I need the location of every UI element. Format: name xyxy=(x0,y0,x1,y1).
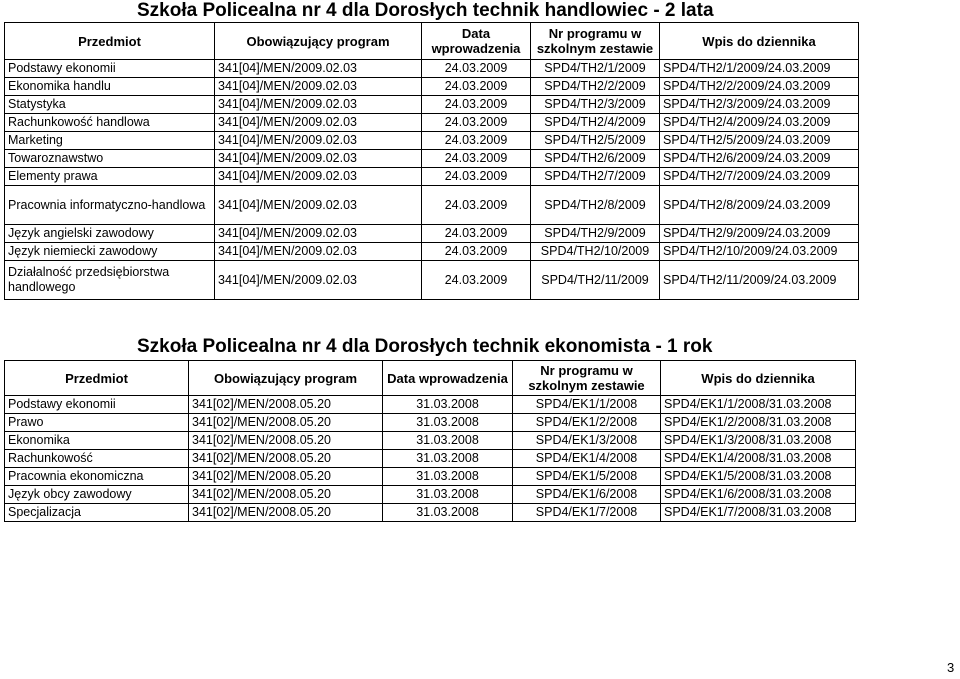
table-row xyxy=(5,78,859,96)
cell-nr-programu: SPD4/EK1/5/2008 xyxy=(513,468,661,486)
header-przedmiot: Przedmiot xyxy=(5,361,189,396)
cell-program: 341[04]/MEN/2009.02.03 xyxy=(215,96,422,114)
table-row xyxy=(5,186,859,225)
cell-program: 341[04]/MEN/2009.02.03 xyxy=(215,168,422,186)
cell-nr-programu: SPD4/EK1/2/2008 xyxy=(513,414,661,432)
cell-data: 24.03.2009 xyxy=(422,96,531,114)
cell-nr-programu: SPD4/TH2/11/2009 xyxy=(531,261,660,300)
cell-nr-programu: SPD4/EK1/6/2008 xyxy=(513,486,661,504)
table-row xyxy=(5,504,856,522)
cell-przedmiot: Język obcy zawodowy xyxy=(5,486,189,504)
cell-wpis: SPD4/TH2/5/2009/24.03.2009 xyxy=(660,132,859,150)
cell-data: 24.03.2009 xyxy=(422,168,531,186)
cell-przedmiot: Działalność przedsiębiorstwa handlowego xyxy=(5,261,215,300)
cell-program: 341[04]/MEN/2009.02.03 xyxy=(215,261,422,300)
cell-przedmiot: Podstawy ekonomii xyxy=(5,396,189,414)
table2-body xyxy=(5,396,856,522)
header-data: Data wprowadzenia xyxy=(383,361,513,396)
cell-wpis: SPD4/TH2/7/2009/24.03.2009 xyxy=(660,168,859,186)
cell-wpis: SPD4/TH2/10/2009/24.03.2009 xyxy=(660,243,859,261)
cell-data: 24.03.2009 xyxy=(422,186,531,225)
cell-data: 31.03.2008 xyxy=(383,432,513,450)
cell-przedmiot: Ekonomika handlu xyxy=(5,78,215,96)
cell-nr-programu: SPD4/TH2/3/2009 xyxy=(531,96,660,114)
cell-przedmiot: Ekonomika xyxy=(5,432,189,450)
table-technik-handlowiec xyxy=(4,22,859,300)
cell-przedmiot: Język angielski zawodowy xyxy=(5,225,215,243)
cell-program: 341[04]/MEN/2009.02.03 xyxy=(215,114,422,132)
cell-wpis: SPD4/TH2/8/2009/24.03.2009 xyxy=(660,186,859,225)
table-row xyxy=(5,243,859,261)
cell-wpis: SPD4/TH2/2/2009/24.03.2009 xyxy=(660,78,859,96)
section1-title: Szkoła Policealna nr 4 dla Dorosłych technik handlowiec - 2 lata xyxy=(137,0,714,21)
cell-data: 31.03.2008 xyxy=(383,396,513,414)
cell-przedmiot: Specjalizacja xyxy=(5,504,189,522)
cell-nr-programu: SPD4/TH2/10/2009 xyxy=(531,243,660,261)
cell-wpis: SPD4/TH2/9/2009/24.03.2009 xyxy=(660,225,859,243)
cell-przedmiot: Prawo xyxy=(5,414,189,432)
cell-data: 24.03.2009 xyxy=(422,243,531,261)
cell-nr-programu: SPD4/TH2/4/2009 xyxy=(531,114,660,132)
cell-program: 341[02]/MEN/2008.05.20 xyxy=(189,432,383,450)
cell-program: 341[04]/MEN/2009.02.03 xyxy=(215,243,422,261)
cell-przedmiot: Elementy prawa xyxy=(5,168,215,186)
cell-program: 341[04]/MEN/2009.02.03 xyxy=(215,60,422,78)
cell-wpis: SPD4/EK1/3/2008/31.03.2008 xyxy=(661,432,856,450)
cell-wpis: SPD4/EK1/5/2008/31.03.2008 xyxy=(661,468,856,486)
table-header-row xyxy=(5,23,859,60)
cell-data: 31.03.2008 xyxy=(383,450,513,468)
header-wpis: Wpis do dziennika xyxy=(661,361,856,396)
cell-nr-programu: SPD4/TH2/2/2009 xyxy=(531,78,660,96)
cell-nr-programu: SPD4/EK1/7/2008 xyxy=(513,504,661,522)
table-row xyxy=(5,132,859,150)
section2-title: Szkoła Policealna nr 4 dla Dorosłych technik ekonomista - 1 rok xyxy=(137,336,713,357)
table-technik-ekonomista xyxy=(4,360,856,522)
cell-wpis: SPD4/EK1/7/2008/31.03.2008 xyxy=(661,504,856,522)
cell-data: 31.03.2008 xyxy=(383,486,513,504)
table-row xyxy=(5,468,856,486)
cell-przedmiot: Podstawy ekonomii xyxy=(5,60,215,78)
header-nr-programu: Nr programu w szkolnym zestawie xyxy=(513,361,661,396)
table-row xyxy=(5,432,856,450)
cell-nr-programu: SPD4/TH2/9/2009 xyxy=(531,225,660,243)
cell-program: 341[02]/MEN/2008.05.20 xyxy=(189,450,383,468)
table-row xyxy=(5,114,859,132)
table-header-row xyxy=(5,361,856,396)
cell-wpis: SPD4/EK1/4/2008/31.03.2008 xyxy=(661,450,856,468)
table-row xyxy=(5,150,859,168)
cell-wpis: SPD4/TH2/4/2009/24.03.2009 xyxy=(660,114,859,132)
cell-program: 341[04]/MEN/2009.02.03 xyxy=(215,186,422,225)
header-program: Obowiązujący program xyxy=(189,361,383,396)
header-wpis: Wpis do dziennika xyxy=(660,23,859,60)
cell-wpis: SPD4/TH2/11/2009/24.03.2009 xyxy=(660,261,859,300)
cell-wpis: SPD4/EK1/2/2008/31.03.2008 xyxy=(661,414,856,432)
cell-data: 24.03.2009 xyxy=(422,78,531,96)
cell-data: 24.03.2009 xyxy=(422,225,531,243)
cell-program: 341[04]/MEN/2009.02.03 xyxy=(215,150,422,168)
cell-data: 24.03.2009 xyxy=(422,60,531,78)
cell-program: 341[04]/MEN/2009.02.03 xyxy=(215,132,422,150)
cell-nr-programu: SPD4/EK1/4/2008 xyxy=(513,450,661,468)
cell-data: 31.03.2008 xyxy=(383,414,513,432)
cell-wpis: SPD4/TH2/6/2009/24.03.2009 xyxy=(660,150,859,168)
cell-program: 341[02]/MEN/2008.05.20 xyxy=(189,468,383,486)
table-row xyxy=(5,261,859,300)
cell-nr-programu: SPD4/TH2/6/2009 xyxy=(531,150,660,168)
table1-body xyxy=(5,60,859,300)
cell-wpis: SPD4/TH2/1/2009/24.03.2009 xyxy=(660,60,859,78)
cell-data: 31.03.2008 xyxy=(383,468,513,486)
table-row xyxy=(5,60,859,78)
cell-wpis: SPD4/TH2/3/2009/24.03.2009 xyxy=(660,96,859,114)
cell-nr-programu: SPD4/TH2/8/2009 xyxy=(531,186,660,225)
cell-nr-programu: SPD4/TH2/7/2009 xyxy=(531,168,660,186)
cell-nr-programu: SPD4/TH2/1/2009 xyxy=(531,60,660,78)
cell-przedmiot: Pracownia ekonomiczna xyxy=(5,468,189,486)
table-row xyxy=(5,450,856,468)
cell-przedmiot: Rachunkowość xyxy=(5,450,189,468)
cell-program: 341[02]/MEN/2008.05.20 xyxy=(189,504,383,522)
cell-program: 341[02]/MEN/2008.05.20 xyxy=(189,396,383,414)
cell-nr-programu: SPD4/EK1/1/2008 xyxy=(513,396,661,414)
cell-przedmiot: Marketing xyxy=(5,132,215,150)
header-data: Data wprowadzenia xyxy=(422,23,531,60)
header-przedmiot: Przedmiot xyxy=(5,23,215,60)
cell-program: 341[04]/MEN/2009.02.03 xyxy=(215,225,422,243)
cell-program: 341[02]/MEN/2008.05.20 xyxy=(189,414,383,432)
header-program: Obowiązujący program xyxy=(215,23,422,60)
cell-przedmiot: Rachunkowość handlowa xyxy=(5,114,215,132)
cell-nr-programu: SPD4/EK1/3/2008 xyxy=(513,432,661,450)
table-row xyxy=(5,486,856,504)
cell-data: 24.03.2009 xyxy=(422,114,531,132)
cell-data: 31.03.2008 xyxy=(383,504,513,522)
table-row xyxy=(5,168,859,186)
cell-przedmiot: Język niemiecki zawodowy xyxy=(5,243,215,261)
table-row xyxy=(5,96,859,114)
cell-nr-programu: SPD4/TH2/5/2009 xyxy=(531,132,660,150)
cell-przedmiot: Towaroznawstwo xyxy=(5,150,215,168)
header-nr-programu: Nr programu w szkolnym zestawie xyxy=(531,23,660,60)
table-row xyxy=(5,225,859,243)
cell-data: 24.03.2009 xyxy=(422,261,531,300)
cell-przedmiot: Pracownia informatyczno-handlowa xyxy=(5,186,215,225)
cell-wpis: SPD4/EK1/1/2008/31.03.2008 xyxy=(661,396,856,414)
cell-data: 24.03.2009 xyxy=(422,150,531,168)
cell-data: 24.03.2009 xyxy=(422,132,531,150)
cell-wpis: SPD4/EK1/6/2008/31.03.2008 xyxy=(661,486,856,504)
cell-program: 341[02]/MEN/2008.05.20 xyxy=(189,486,383,504)
page-number: 3 xyxy=(947,660,955,675)
table-row xyxy=(5,396,856,414)
cell-program: 341[04]/MEN/2009.02.03 xyxy=(215,78,422,96)
cell-przedmiot: Statystyka xyxy=(5,96,215,114)
table-row xyxy=(5,414,856,432)
